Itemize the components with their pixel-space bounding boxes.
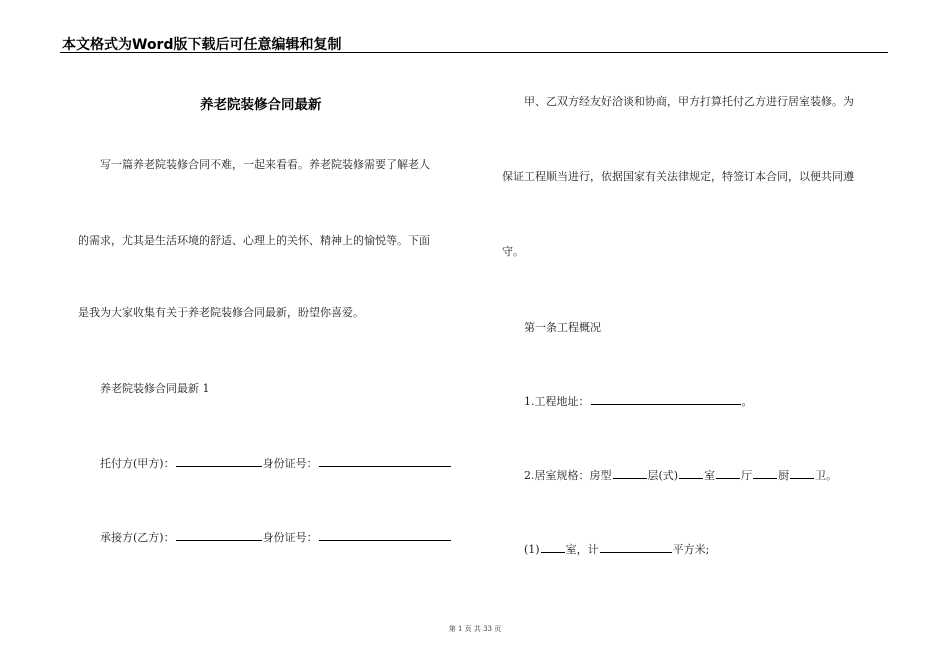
- spec-blank-5: [790, 468, 814, 479]
- spec-shi: 室: [704, 469, 716, 482]
- address-row: [524, 393, 753, 409]
- party-b-name-blank: [176, 530, 262, 541]
- address-blank: [591, 394, 741, 405]
- section-heading: 第一条工程概况: [524, 321, 601, 334]
- body-line-2: 保证工程顺当进行，依据国家有关法律规定，特签订本合同，以便共同遵: [502, 170, 854, 183]
- body-line-3: 守。: [502, 245, 524, 258]
- room-mid: 室，计: [565, 543, 599, 556]
- party-a-label: 托付方(甲方)：: [100, 457, 175, 470]
- spec-ceng: 层(式): [647, 469, 679, 482]
- party-b-id-blank: [319, 530, 451, 541]
- room-blank-1: [541, 542, 565, 553]
- party-b-row: [100, 529, 452, 545]
- intro-line-1: 写一篇养老院装修合同不难，一起来看看。养老院装修需要了解老人: [100, 158, 430, 171]
- spec-label: 2.居室规格：房型: [524, 469, 612, 482]
- spec-ting: 厅: [741, 469, 753, 482]
- party-a-row: [100, 455, 452, 471]
- spec-chu: 厨: [778, 469, 790, 482]
- room-area-blank: [600, 542, 672, 553]
- intro-line-2: 的需求，尤其是生活环境的舒适、心理上的关怀、精神上的愉悦等。下面: [78, 234, 430, 247]
- spec-blank-4: [753, 468, 777, 479]
- header-divider: [60, 52, 888, 53]
- room-unit: 平方米;: [672, 543, 710, 556]
- intro-line-3: 是我为大家收集有关于养老院装修合同最新，盼望你喜爱。: [78, 306, 364, 319]
- spec-wei: 卫。: [815, 469, 838, 482]
- address-end: 。: [741, 395, 753, 408]
- contract-subtitle: 养老院装修合同最新 1: [100, 382, 210, 395]
- body-line-1: 甲、乙双方经友好洽谈和协商，甲方打算托付乙方进行居室装修。为: [524, 95, 854, 108]
- spec-row: [524, 467, 837, 483]
- party-b-label: 承接方(乙方)：: [100, 531, 175, 544]
- spec-blank-1: [613, 468, 647, 479]
- spec-blank-2: [679, 468, 703, 479]
- address-label: 1.工程地址：: [524, 395, 590, 408]
- spec-blank-3: [716, 468, 740, 479]
- download-banner: 本文格式为Word版下载后可任意编辑和复制: [62, 37, 342, 53]
- party-b-id-label: 身份证号：: [262, 531, 318, 544]
- party-a-name-blank: [176, 456, 262, 467]
- room-row: [524, 541, 709, 557]
- page-footer: 第 1 页 共 33 页: [448, 625, 502, 633]
- room-prefix: (1): [524, 543, 540, 556]
- party-a-id-blank: [319, 456, 451, 467]
- party-a-id-label: 身份证号：: [262, 457, 318, 470]
- document-title: 养老院装修合同最新: [200, 97, 322, 113]
